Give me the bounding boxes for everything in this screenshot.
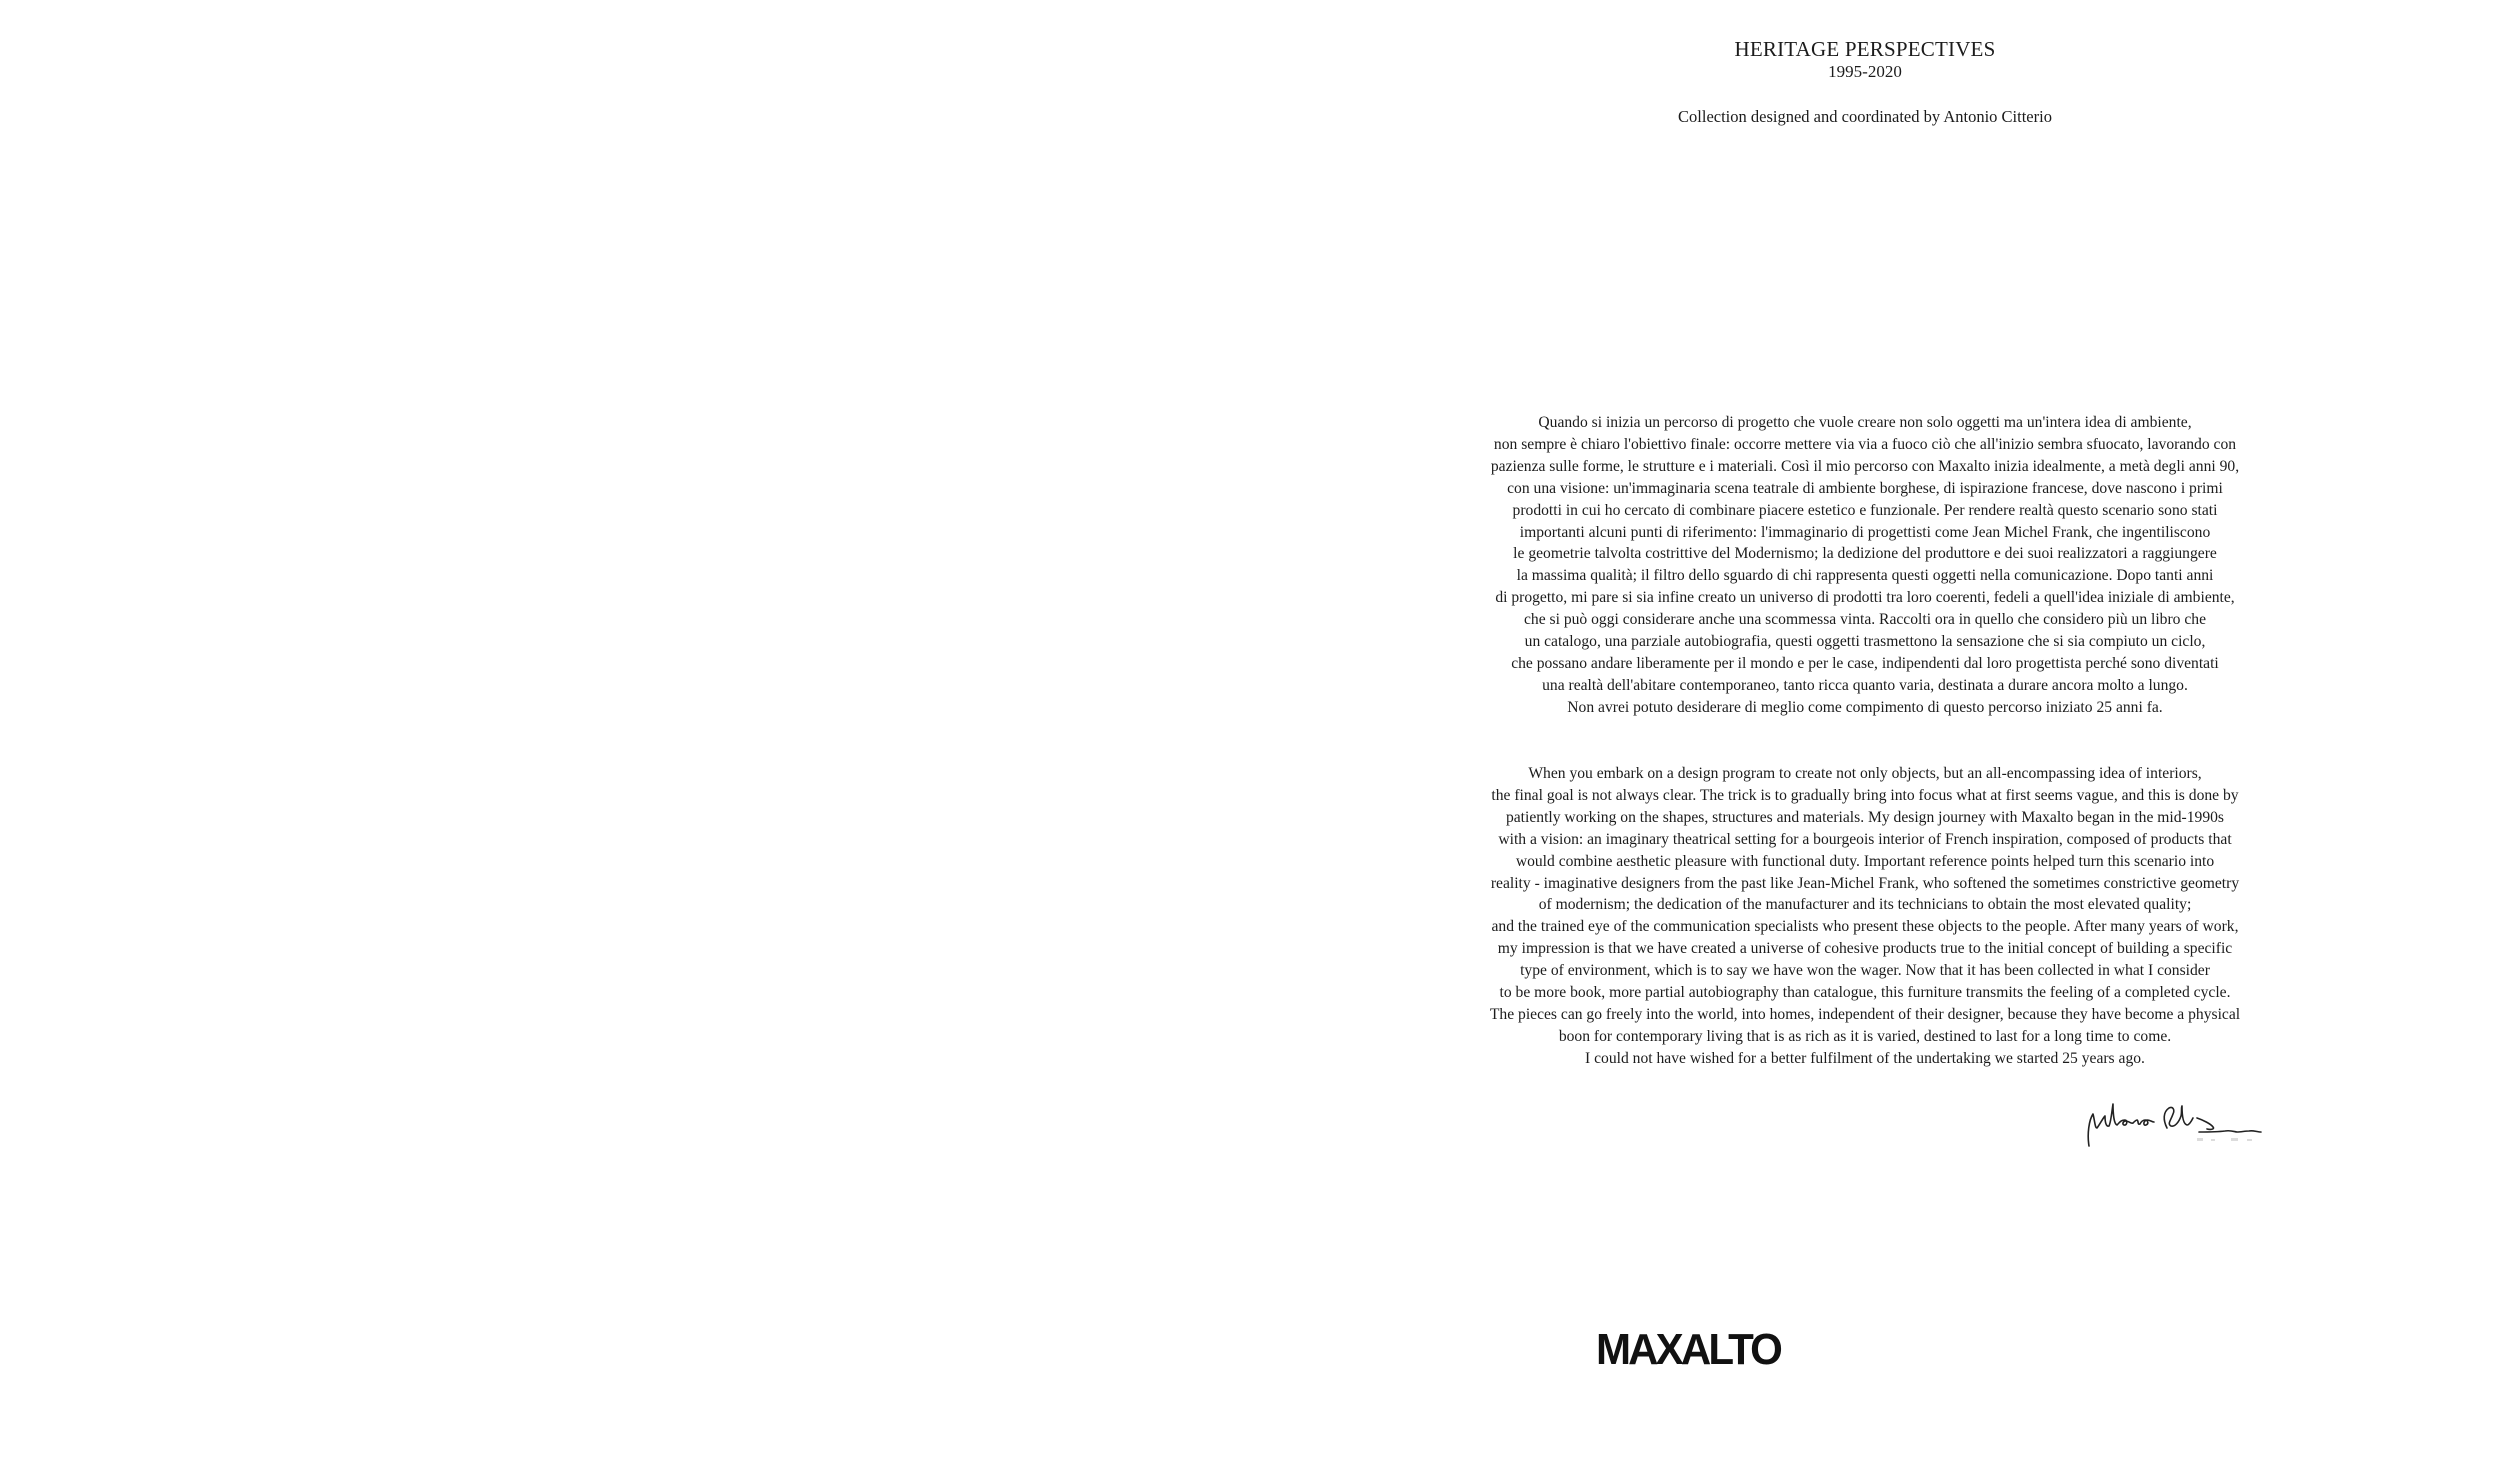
logo-text: MAXALTO xyxy=(1596,1325,1782,1371)
text-line: I could not have wished for a better fulfilment of the undertaking we started 25 years ago. xyxy=(1585,1049,2145,1067)
text-line: una realtà dell'abitare contemporaneo, tanto ricca quanto varia, destinata a durare ancora molto a lungo. xyxy=(1542,676,2188,694)
text-line: of modernism; the dedication of the manufacturer and its technicians to obtain the most elevated quality; xyxy=(1538,896,2192,914)
text-line: la massima qualità; il filtro dello sguardo di chi rappresenta questi oggetti nella comunicazione. Dopo tanti anni xyxy=(1516,567,2214,585)
text-line: my impression is that we have created a universe of cohesive products true to the initial concept of building a specific xyxy=(1497,940,2233,958)
english-paragraph xyxy=(1400,763,2330,1070)
text-line: with a vision: an imaginary theatrical setting for a bourgeois interior of French inspiration, composed of products that xyxy=(1498,830,2232,848)
signature-image xyxy=(2081,1094,2271,1154)
text-line: pazienza sulle forme, le strutture e i materiali. Così il mio percorso con Maxalto inizia idealmente, a metà degli anni 90, xyxy=(1490,457,2240,475)
text-line: Non avrei potuto desiderare di meglio come compimento di questo percorso iniziato 25 anni fa. xyxy=(1567,698,2163,716)
text-line: boon for contemporary living that is as rich as it is varied, destined to last for a long time to come. xyxy=(1558,1027,2172,1045)
text-line: When you embark on a design program to create not only objects, but an all-encompassing idea of interiors, xyxy=(1528,765,2202,782)
text-line: che si può oggi considerare anche una scommessa vinta. Raccolti ora in quello che considero più un libro che xyxy=(1523,611,2206,629)
text-line: would combine aesthetic pleasure with functional duty. Important reference points helped turn this scenario into xyxy=(1515,852,2215,870)
text-line: patiently working on the shapes, structures and materials. My design journey with Maxalto began in the mid-1990s xyxy=(1505,808,2225,826)
page-years: 1995-2020 xyxy=(1828,62,1902,81)
designer-credit: Collection designed and coordinated by Antonio Citterio xyxy=(1678,107,2052,126)
text-line: che possano andare liberamente per il mondo e per le case, indipendenti dal loro progettista perché sono diventati xyxy=(1511,654,2219,672)
text-line: importanti alcuni punti di riferimento: l'immaginario di progettisti come Jean Michel Frank, che ingentiliscono xyxy=(1519,523,2211,541)
maxalto-logo xyxy=(1593,1325,1783,1371)
text-line: reality - imaginative designers from the past like Jean-Michel Frank, who softened the sometimes constrictive geometry xyxy=(1490,874,2240,892)
right-page xyxy=(1400,0,2330,1475)
text-line: un catalogo, una parziale autobiografia, questi oggetti trasmettono la sensazione che si sia compiuto un ciclo, xyxy=(1524,633,2206,651)
page-title: HERITAGE PERSPECTIVES xyxy=(1734,37,1996,61)
text-line: and the trained eye of the communication specialists who present these objects to the people. After many years of work, xyxy=(1491,918,2239,936)
text-line: the final goal is not always clear. The trick is to gradually bring into focus what at first seems vague, and this is done by xyxy=(1491,786,2239,804)
text-line: con una visione: un'immaginaria scena teatrale di ambiente borghese, di ispirazione francese, dove nascono i primi xyxy=(1507,479,2223,497)
text-line: le geometrie talvolta costrittive del Modernismo; la dedizione del produttore e dei suoi realizzatori a raggiungere xyxy=(1513,545,2217,563)
text-line: type of environment, which is to say we have won the wager. Now that it has been collected in what I consider xyxy=(1520,962,2210,980)
text-line: di progetto, mi pare si sia infine creato un universo di prodotti tra loro coerenti, fedeli a quell'idea iniziale di ambiente, xyxy=(1495,589,2235,607)
italian-paragraph xyxy=(1400,412,2330,719)
text-line: Quando si inizia un percorso di progetto che vuole creare non solo oggetti ma un'intera idea di ambiente, xyxy=(1538,414,2192,431)
text-line: The pieces can go freely into the world, into homes, independent of their designer, because they have become a physical xyxy=(1489,1005,2241,1023)
text-line: to be more book, more partial autobiography than catalogue, this furniture transmits the feeling of a completed cycle. xyxy=(1499,984,2231,1002)
text-line: non sempre è chiaro l'obiettivo finale: occorre mettere via via a fuoco ciò che all'inizio sembra sfuocato, lavorando con xyxy=(1493,435,2237,453)
text-line: prodotti in cui ho cercato di combinare piacere estetico e funzionale. Per rendere realtà questo scenario sono stati xyxy=(1512,501,2218,519)
